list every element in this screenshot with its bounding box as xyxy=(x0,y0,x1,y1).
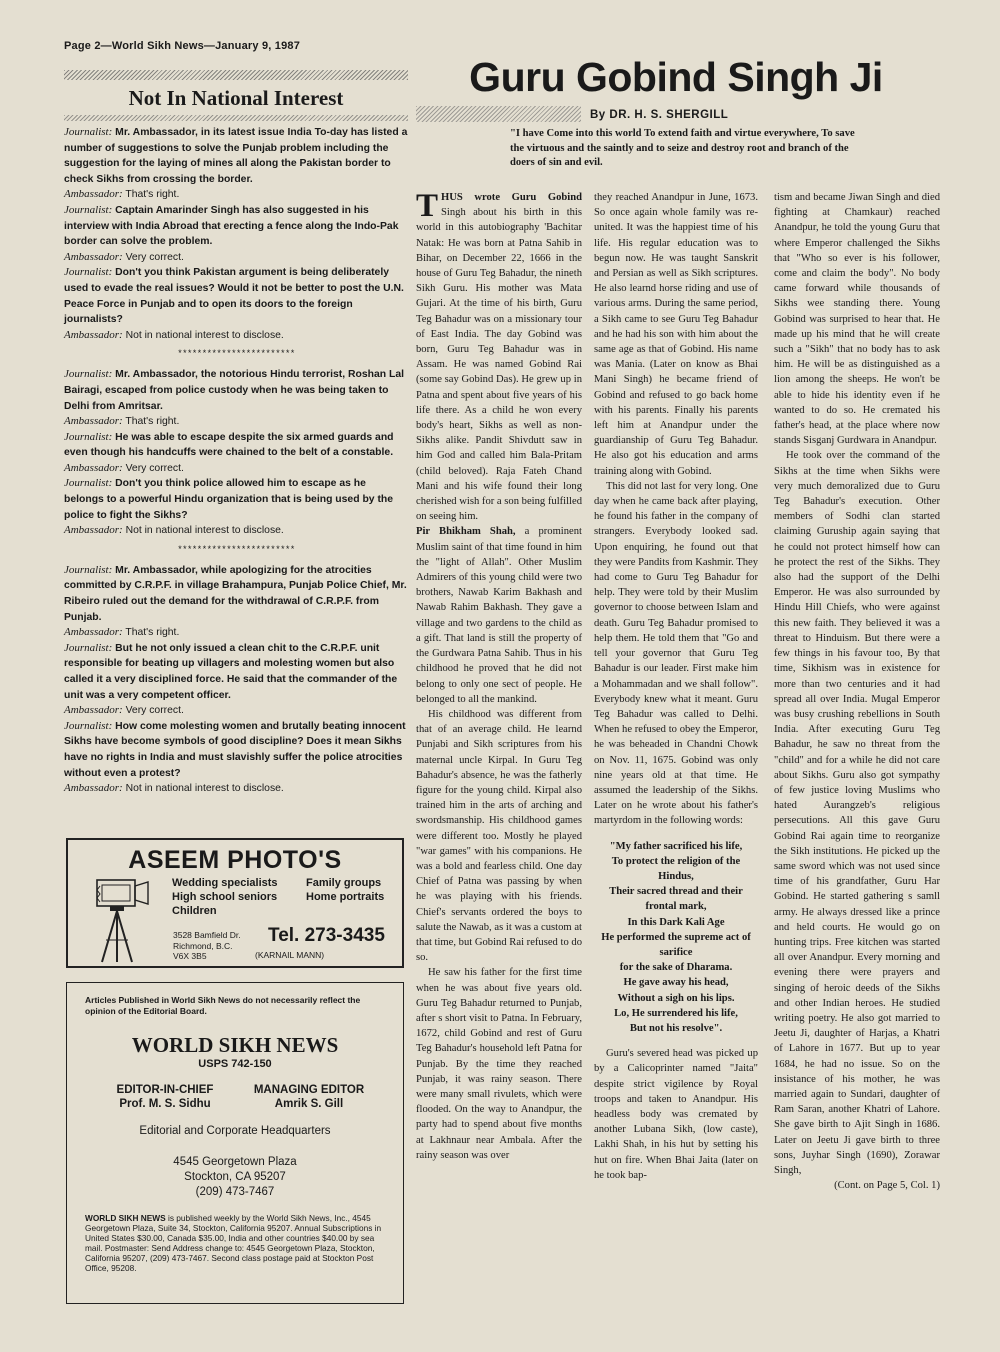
article-paragraph: Guru's severed head was picked up by a Calicoprinter named "Jaita" despite strict vigilence by Royal troops and taken to Anandpur. His headless body was cremated by another Lubana Sikh, (low caste), Lakhi Shah, in his hut by setting his hut on fire. When Bhai Jaita (later on he took bap- xyxy=(594,1048,758,1181)
editorial-disclaimer: Articles Published in World Sikh News do not necessarily reflect the opinion of the Editorial Board. xyxy=(85,995,361,1016)
speaker-role: Ambassador: xyxy=(64,415,123,428)
journalist-question xyxy=(64,476,408,523)
speaker-text: Not in national interest to disclose. xyxy=(125,525,284,537)
poem-line: To protect the religion of the xyxy=(611,855,741,867)
feature-not-in-national-interest xyxy=(64,70,408,830)
camera-tripod-icon xyxy=(94,878,150,964)
continued-notice: (Cont. on Page 5, Col. 1) xyxy=(834,1180,940,1192)
ambassador-answer xyxy=(64,703,408,719)
poem-line: Hindus, xyxy=(658,870,694,882)
article-column-3 xyxy=(774,190,940,1193)
article-column-1 xyxy=(416,190,582,1163)
ambassador-answer xyxy=(64,328,408,344)
article-paragraph xyxy=(416,190,582,524)
section-separator: ************************ xyxy=(177,544,295,555)
speaker-text: Don't you think police allowed him to escape as he belongs to a powerful Hindu organization that is being used by the police to fight the Sikhs? xyxy=(64,478,394,521)
journalist-question xyxy=(64,125,408,187)
journalist-question xyxy=(64,203,408,250)
speaker-text: Not in national interest to disclose. xyxy=(125,329,284,341)
poem-line: Their sacred thread and their xyxy=(609,886,743,898)
publication-fine-print xyxy=(85,1213,390,1273)
fine-print-lead: WORLD SIKH NEWS xyxy=(85,1213,166,1223)
ad-service: Children xyxy=(172,905,217,917)
managing-editor-title: MANAGING EDITOR xyxy=(253,1084,365,1096)
journalist-question xyxy=(64,563,408,625)
editor-title: EDITOR-IN-CHIEF xyxy=(116,1084,214,1096)
speaker-role: Journalist: xyxy=(64,126,113,138)
speaker-role: Ambassador: xyxy=(64,524,123,537)
publication-name: WORLD SIKH NEWS xyxy=(131,1033,339,1057)
ambassador-answer xyxy=(64,187,408,203)
drop-cap: T xyxy=(416,188,439,224)
ad-service: High school seniors xyxy=(172,891,278,903)
ad-address-line: V6X 3B5 xyxy=(173,951,207,961)
speaker-role: Journalist: xyxy=(64,430,113,443)
article-epigraph: "I have Come into this world To extend faith and virtue everywhere, To save the virtuous and the saintly and to seize and destroy root and branch of the doers of sin and evil. xyxy=(510,128,855,168)
speaker-text: Not in national interest to disclose. xyxy=(125,783,284,795)
ad-contact-name: (KARNAIL MANN) xyxy=(255,950,325,960)
speaker-role: Journalist: xyxy=(64,266,113,279)
aseem-photo-ad xyxy=(66,838,404,968)
page-folio: Page 2—World Sikh News—January 9, 1987 xyxy=(64,40,301,52)
decorative-hatch xyxy=(64,115,408,121)
lead-in: Pir Bhikham Shah, xyxy=(416,526,516,538)
poem-line: Without a sigh on his lips. xyxy=(617,992,735,1004)
speaker-text: But he not only issued a clean chit to the C.R.P.F. unit responsible for beating up villagers and molesting women but also called it a very disciplined force. He said that the commander of the unit was a very competent officer. xyxy=(64,642,398,701)
poem-quote xyxy=(594,839,758,1037)
decorative-hatch xyxy=(64,70,408,80)
ad-service: Family groups xyxy=(306,877,382,889)
ambassador-answer xyxy=(64,461,408,477)
journalist-question xyxy=(64,430,408,461)
address-line: 4545 Georgetown Plaza xyxy=(173,1156,297,1168)
speaker-role: Journalist: xyxy=(64,477,113,490)
speaker-text: Very correct. xyxy=(125,705,184,717)
poem-line: Lo, He surrendered his life, xyxy=(614,1007,738,1019)
fine-print-text: is published weekly by the World Sikh News, Inc., 4545 Georgetown Plaza, Suite 34, Stockton, California 95207. Annual Subscriptions in United States $30.00, Canada $35.00, India and other countries $40.00 by sea mail. Postmaster: Send Address change to: 4545 Georgetown Plaza, Stockton, California 95207, (209) 473-7467. Second class postage paid at Stockton Post Office, 95208. xyxy=(85,1213,382,1273)
ambassador-answer xyxy=(64,414,408,430)
article-paragraph: His childhood was different from that of an average child. He learnd Punjabi and Sikh scriptures from his maternal uncle Kirpal. In Guru Teg Bahadur's absence, he was the fatherly figure for the young child. Kirpal also trained him in the arts of arching and swordsmanship. His childhood games were different too. Mostly he played "war games" with his companions. He was a bold and fearless child. One day Chief of Patna was passing by when he was playing with his friends. Chief's servants ordered the boys to salute the Nawab, as it was a custom at that time, but Gobind Rai refused to do so. xyxy=(416,708,582,964)
journalist-question xyxy=(64,367,408,414)
speaker-role: Journalist: xyxy=(64,203,113,216)
ambassador-answer xyxy=(64,625,408,641)
masthead-box xyxy=(66,982,404,1304)
ambassador-answer xyxy=(64,250,408,266)
ambassador-answer xyxy=(64,523,408,539)
poem-line: "My father sacrificed his life, xyxy=(609,840,743,852)
interview-transcript xyxy=(64,125,408,797)
ambassador-answer xyxy=(64,781,408,797)
article-paragraph: tism and became Jiwan Singh and died fighting at Chamkaur) reached Anandpur, he told the young Guru that where Emperor challenged the Sikhs that "Who so ever is his follower, come and claim the body". No body came forward while thousands of Sikhs wee standing there. Young Gobind was surprised to hear that. He made up his mind that he will create such a "Sikh" that no body has to ask him. He will be as distinguished as a lion among the sheeps. He won't be able to hide his identity even if he wanted to do so. He cremated his father's head, at the place where now stands Sisganj Gurdwara in Anandpur. xyxy=(774,192,940,447)
journalist-question xyxy=(64,719,408,781)
speaker-text: Captain Amarinder Singh has also suggested in his interview with India Abroad that erecting a fence along the Indo-Pak border can solve the problem. xyxy=(64,204,399,248)
speaker-role: Ambassador: xyxy=(64,328,123,341)
speaker-role: Ambassador: xyxy=(64,782,123,795)
speaker-text: That's right. xyxy=(125,627,180,639)
ad-title: ASEEM PHOTO'S xyxy=(128,846,342,874)
article-paragraph: This did not last for very long. One day when he came back after playing, he found his father in the company of strangers. Everybody looked sad. Upon enquiring, he found out that they were Pandits from Kashmir. They had come to Guru Teg Bahadur for help. They were told by their Muslim governor to choose between Islam and death. Guru Teg Bahadur promised to help them. He told them that "Go and tell your governor that Guru Teg Bahadur is our leader. First make him a Mohammadan and we shall follow". Everybody knew what it meant. Guru Teg Bahadur was called to Delhi. When he refused to obey the Emperor, he was beheaded in Chandni Chowk on Nov. 11, 1675. Gobind was only nine years old at that time. He assumed the leadership of the Sikhs. Later on he wrote about his father's martyrdom in the following words: xyxy=(594,480,758,827)
speaker-role: Journalist: xyxy=(64,719,113,732)
speaker-role: Ambassador: xyxy=(64,461,123,474)
paragraph-text: Singh about his birth in this world in this autobiography 'Bachitar Natak: He was born at Patna Sahib in Bihar, on December 22, 1666 in the house of Guru Teg Bahadur, the nineth Sikh Guru. His mother was Mata Gujari. At the time of his birth, Guru Teg Bahadur was on a missionary tour of East India. The day Gobind was born, Guru Teg Bahadur was in Assam. He was named Gobind Rai (some say Gobind Das). He grew up in Patna and spent about five years of his life there. As a child he won every body's heart, Sikhs as well as non-Sikhs alike. Pandit Shivdutt saw in him God and called him Bala-Pritam (child beloved). Raja Fateh Chand Mani and his wife found their long cherished wish for a son being fulfilled on seeing him. xyxy=(416,207,582,523)
speaker-text: Mr. Ambassador, in its latest issue India To-day has listed a number of suggestions to solve the Punjab problem including the suggestion for the laying of mines all along the Pakistan border to check Sikhs from crossing the border. xyxy=(64,127,408,185)
headquarters-address xyxy=(67,1155,403,1200)
speaker-role: Journalist: xyxy=(64,641,113,654)
poem-line: frontal mark, xyxy=(645,901,707,913)
speaker-text: Very correct. xyxy=(125,251,184,263)
journalist-question xyxy=(64,641,408,703)
poem-line: He gave away his head, xyxy=(623,977,729,989)
speaker-role: Journalist: xyxy=(64,368,113,381)
speaker-role: Ambassador: xyxy=(64,626,123,639)
usps-number: USPS 742-150 xyxy=(198,1058,272,1070)
speaker-text: Don't you think Pakistan argument is being deliberately used to evade the real issues? Would it not be better to post the U.N. Peace Force in Punjab and to open its doors to the foreign journalists? xyxy=(64,267,404,326)
ad-address-line: 3528 Bamfield Dr. xyxy=(173,930,241,940)
poem-line: for the sake of Dharama. xyxy=(619,962,733,974)
managing-editor-name: Amrik S. Gill xyxy=(274,1098,344,1110)
feature-title: Not In National Interest xyxy=(128,86,344,110)
article-column-2 xyxy=(594,190,758,1183)
address-line: (209) 473-7467 xyxy=(195,1186,275,1198)
article-byline: By DR. H. S. SHERGILL xyxy=(590,109,729,121)
article-paragraph: He took over the command of the Sikhs at the time when Sikhs were very much demoralized due to Guru Teg Bahadur's execution. Other members of Sodhi clan started claiming Guruship again saying that he could not protect himself how can he protect the rest of the Sikhs. They also had the support of the Delhi Emperor. He was also surrounded by Hindu Hill Chiefs, who were against this new faith. They believed it was a threat to Hinduism. But there were a few things in his favour too, By that time, Sikhism was in existence for more than two centuries and it had spread all over India. Mugal Emperor was busy crushing rebellions in South India. After executing Guru Teg Bahadur, he saw no threat from the "child" and for a while he did not care about Sikhs. Guru also got sympathy of few justice loving Muslims who hated Aurangzeb's religious persecutions. All this gave Guru Gobind Rai again time to reorganize the Sikh institutions. He picked up the same sword which was not used since time of his grandfather, Guru Har Gobind. He started gathering s samll army. He always dressed like a prince and held courts. He would go on hunting trips. Free kitchen was started all over Anandpur. Every morning and evening there were prayers and singing of heroic deeds of the Sikhs and other Indian heroes. He studied writing poetry. He also got married to Jeetu Ji, daughter of Harjas, a Khatri of Lahore in 1677. But up to year 1684, he had no issue. So on the insistance of his mother, he was married again to Sundari, daughter of Ram Saran, another Khatri of Lahore. She gave birth to Ajit Singh in 1686. Later on Jeetu Ji gave birth to three sons, Juyhar Singh (1690), Zorawar Singh, xyxy=(774,450,940,1176)
speaker-text: How come molesting women and brutally beating innocent Sikhs have become symbols of good discipline? Does it mean Sikhs have no rights in India and must slavishly suffer the police atrocities without even a protest? xyxy=(64,720,406,779)
speaker-role: Ambassador: xyxy=(64,250,123,263)
ad-service: Home portraits xyxy=(306,891,385,903)
speaker-text: That's right. xyxy=(125,416,180,428)
ad-address xyxy=(173,930,241,962)
ad-service: Wedding specialists xyxy=(172,877,278,889)
speaker-text: That's right. xyxy=(125,189,180,201)
journalist-question xyxy=(64,265,408,327)
poem-line: In this Dark Kali Age xyxy=(627,916,725,928)
headquarters-label: Editorial and Corporate Headquarters xyxy=(139,1125,331,1137)
speaker-text: Very correct. xyxy=(125,462,184,474)
ad-telephone: Tel. 273-3435 xyxy=(268,925,385,946)
speaker-text: Mr. Ambassador, the notorious Hindu terrorist, Roshan Lal Bairagi, escaped from police custody when he was being taken to Delhi from Amritsar. xyxy=(64,369,405,412)
article-paragraph: they reached Anandpur in June, 1673. So once again whole family was re-united. It was the happiest time of his life. His regular education was to begun now. He was taught Sanskrit and Persian as well as Sikh scriptures. He also learnd horse riding and use of various arms. During the same period, a Sikh came to see Guru Teg Bahadur and he had his son with him about the same age as that of Gobind. His name was Mania. (Later on know as Bhai Mani Singh) he became friend of Gobind and refused to go back home with his parents. Finally his parents left him at Anandpur under the guardianship of Guru Teg Bahadur. He also got his education and arms training along with Gobind. xyxy=(594,192,758,477)
speaker-role: Ambassador: xyxy=(64,188,123,201)
paragraph-text: a prominent Muslim saint of that time found in him the "light of Allah". Other Muslim Admirers of this young child were two brothers, Nawab Karim Bakhash and Nawab Rahim Bakhash. They gave a village and two gardens to the child as a gift. That land is still the property of the Gurdwara Patna Sahib. Thus in his childhood he proved that he did not belong to only one sect of people. He belonged to all the mankind. xyxy=(416,526,582,705)
article-paragraph xyxy=(416,524,582,706)
article-paragraph: He saw his father for the first time when he was about five years old. Guru Teg Bahadur returned to Punjab, after s short visit to Patna. In February, 1672, child Gobind and rest of Guru Teg Bahadur's household left Patna for Punjab. By the time they reached Punjab, it was rainy season. There were many small rivulets, which were flooded. On the way to Anandpur, the party had to spend about five months at Lakhnaur near Ambala. After the rainy season was over xyxy=(416,967,582,1161)
ad-address-line: Richmond, B.C. xyxy=(173,940,233,951)
speaker-text: Mr. Ambassador, while apologizing for the atrocities committed by C.R.P.F. in village Brahampura, Punjab Police Chief, Mr. Ribeiro ruled out the demand for the withdrawal of C.R.P.F. from Punjab. xyxy=(64,564,407,623)
speaker-role: Ambassador: xyxy=(64,704,123,717)
section-separator: ************************ xyxy=(177,349,295,360)
poem-line: But not his resolve". xyxy=(629,1022,723,1034)
poem-line: sarifice xyxy=(659,946,693,958)
poem-line: He performed the supreme act of xyxy=(601,931,751,943)
speaker-text: He was able to escape despite the six armed guards and even though his handcuffs were chained to the belt of a constable. xyxy=(64,431,394,459)
lead-in: HUS wrote Guru Gobind xyxy=(441,192,582,203)
speaker-role: Journalist: xyxy=(64,563,113,576)
address-line: Stockton, CA 95207 xyxy=(184,1171,286,1183)
article-headline: Guru Gobind Singh Ji xyxy=(469,54,883,100)
decorative-hatch xyxy=(416,106,581,122)
editor-name: Prof. M. S. Sidhu xyxy=(119,1098,211,1110)
